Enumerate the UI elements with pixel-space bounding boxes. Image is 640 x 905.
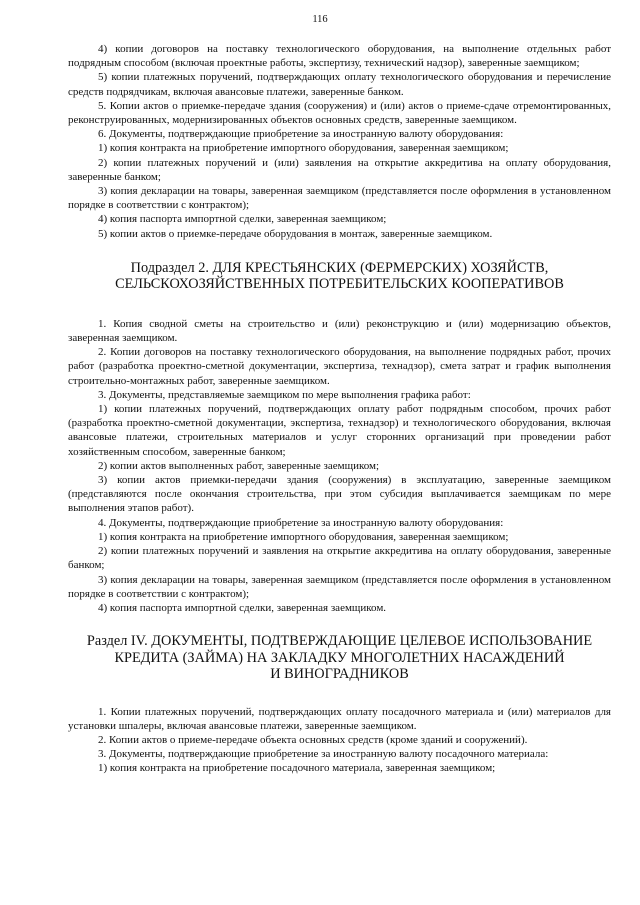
paragraph: 4) копия паспорта импортной сделки, заверенная заемщиком; bbox=[98, 213, 387, 226]
paragraph: 4) копии договоров на поставку технологического оборудования, на выполнение отдельных работ подрядным способом (включая проектные работы, экспертизу, технический надзор), заверенные заемщиком; bbox=[68, 43, 611, 70]
heading-line: КРЕДИТА (ЗАЙМА) НА ЗАКЛАДКУ МНОГОЛЕТНИХ НАСАЖДЕНИЙ bbox=[114, 649, 565, 666]
subsection-heading bbox=[68, 260, 611, 293]
paragraph: 3. Документы, представляемые заемщиком по мере выполнения графика работ: bbox=[98, 388, 471, 401]
paragraph: 3) копии актов приемки-передачи здания (сооружения) в эксплуатацию, заверенные заемщиком (представляются после окончания строительства, при этом субсидия выплачивается заемщикам по мере выполнения этапов работ). bbox=[68, 474, 611, 515]
paragraph: 1) копии платежных поручений, подтверждающих оплату работ подрядным способом, прочих работ (разработка проектно-сметной документации, экспертиза, технадзор) и технологического оборудования, включая авансовые платежи, строительных материалов и услуг сторонних организаций при проведении работ хозяйственным способом, заверенные банком; bbox=[68, 403, 611, 458]
paragraph: 1) копия контракта на приобретение посадочного материала, заверенная заемщиком; bbox=[98, 762, 496, 775]
paragraph: 1) копия контракта на приобретение импортного оборудования, заверенная заемщиком; bbox=[98, 142, 509, 155]
heading-line: Подраздел 2. ДЛЯ КРЕСТЬЯНСКИХ (ФЕРМЕРСКИХ) ХОЗЯЙСТВ, bbox=[130, 259, 549, 276]
paragraph: 5) копии платежных поручений, подтверждающих оплату технологического оборудования и перечисление средств подрядчикам, включая авансовые платежи, заверенные банком. bbox=[68, 71, 611, 98]
paragraph: 5) копии актов о приемке-передаче оборудования в монтаж, заверенные заемщиком. bbox=[98, 227, 493, 240]
paragraph: 1) копия контракта на приобретение импортного оборудования, заверенная заемщиком; bbox=[98, 530, 509, 543]
paragraph: 6. Документы, подтверждающие приобретение за иностранную валюту оборудования: bbox=[98, 128, 504, 141]
section-heading bbox=[68, 633, 611, 683]
paragraph: 1. Копия сводной сметы на строительство и (или) реконструкцию и (или) модернизацию объектов, заверенная заемщиком. bbox=[68, 317, 611, 345]
paragraph: 2. Копии актов о приеме-передаче объекта основных средств (кроме зданий и сооружений). bbox=[98, 734, 528, 747]
paragraph: 1. Копии платежных поручений, подтверждающих оплату посадочного материала и (или) материалов для установки шпалеры, включая авансовые платежи, заверенные заемщиком. bbox=[68, 705, 611, 732]
page-number: 116 bbox=[312, 14, 328, 25]
list-block-1 bbox=[68, 42, 611, 241]
paragraph: 3. Документы, подтверждающие приобретение за иностранную валюту посадочного материала: bbox=[98, 748, 549, 761]
heading-line: И ВИНОГРАДНИКОВ bbox=[270, 666, 409, 683]
paragraph: 4. Документы, подтверждающие приобретение за иностранную валюту оборудования: bbox=[98, 516, 504, 529]
paragraph: 3) копия декларации на товары, заверенная заемщиком (представляется после оформления в установленном порядке в соответствии с контрактом); bbox=[68, 573, 611, 600]
paragraph: 4) копия паспорта импортной сделки, заверенная заемщиком. bbox=[98, 601, 387, 614]
heading-line: Раздел IV. ДОКУМЕНТЫ, ПОДТВЕРЖДАЮЩИЕ ЦЕЛЕВОЕ ИСПОЛЬЗОВАНИЕ bbox=[86, 633, 593, 650]
document-body bbox=[68, 42, 611, 776]
paragraph: 2) копии актов выполненных работ, заверенные заемщиком; bbox=[98, 459, 380, 472]
list-block-3 bbox=[68, 705, 611, 776]
paragraph: 3) копия декларации на товары, заверенная заемщиком (представляется после оформления в установленном порядке в соответствии с контрактом); bbox=[68, 185, 611, 212]
paragraph: 2. Копии договоров на поставку технологического оборудования, на выполнение подрядных работ, прочих работ (разработка проектно-сметной документации, экспертиза, технадзор), смета затрат и график выполнения строительно-монтажных работ, заверенные заемщиком. bbox=[68, 346, 611, 387]
heading-line: СЕЛЬСКОХОЗЯЙСТВЕННЫХ ПОТРЕБИТЕЛЬСКИХ КООПЕРАТИВОВ bbox=[115, 276, 564, 293]
paragraph: 5. Копии актов о приемке-передаче здания (сооружения) и (или) актов о приеме-сдаче отремонтированных, реконструированных, модернизированных объектов основных средств, заверенные заемщиком. bbox=[68, 99, 611, 127]
paragraph: 2) копии платежных поручений и заявления на открытие аккредитива на оплату оборудования, заверенные банком; bbox=[68, 545, 611, 572]
paragraph: 2) копии платежных поручений и (или) заявления на открытие аккредитива на оплату оборудования, заверенные банком; bbox=[68, 156, 611, 183]
list-block-2 bbox=[68, 317, 611, 615]
